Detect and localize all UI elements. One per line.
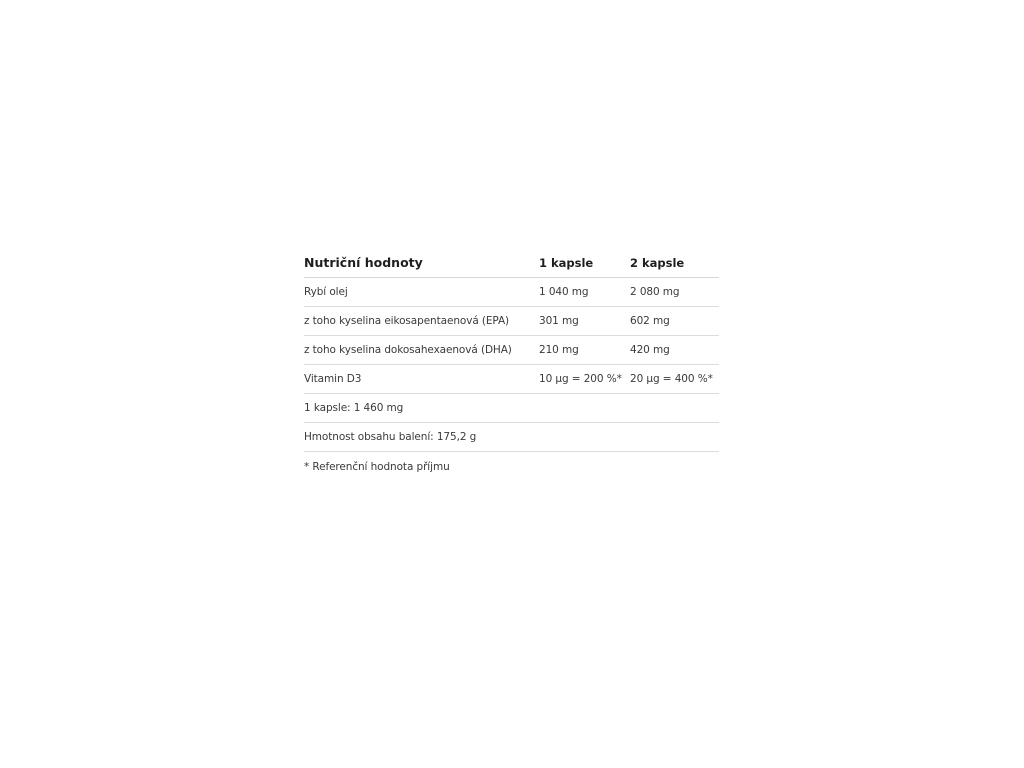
table-note-row (304, 452, 719, 481)
table-row (304, 365, 719, 394)
row-value-one-capsule: 210 mg (539, 344, 579, 356)
table-header-row (304, 248, 719, 278)
row-value-one-capsule: 301 mg (539, 315, 579, 327)
row-value-two-capsules: 2 080 mg (630, 286, 680, 298)
package-weight-note: Hmotnost obsahu balení: 175,2 g (304, 431, 477, 443)
header-one-capsule: 1 kapsle (539, 255, 594, 270)
reference-intake-footnote: * Referenční hodnota příjmu (304, 460, 450, 473)
row-label: z toho kyselina eikosapentaenová (EPA) (304, 315, 510, 327)
header-nutrition-values: Nutriční hodnoty (304, 255, 423, 270)
row-label: Rybí olej (304, 286, 348, 298)
row-value-one-capsule: 10 µg = 200 %* (539, 373, 622, 385)
row-value-two-capsules: 602 mg (630, 315, 670, 327)
row-label: Vitamin D3 (304, 373, 362, 385)
table-note-row (304, 423, 719, 452)
table-note-row (304, 394, 719, 423)
table-row (304, 336, 719, 365)
table-row (304, 307, 719, 336)
row-value-one-capsule: 1 040 mg (539, 286, 589, 298)
nutrition-table (304, 248, 719, 481)
header-two-capsules: 2 kapsle (630, 255, 685, 270)
capsule-weight-note: 1 kapsle: 1 460 mg (304, 402, 404, 414)
row-label: z toho kyselina dokosahexaenová (DHA) (304, 344, 512, 356)
row-value-two-capsules: 20 µg = 400 %* (630, 373, 713, 385)
row-value-two-capsules: 420 mg (630, 344, 670, 356)
table-row (304, 278, 719, 307)
